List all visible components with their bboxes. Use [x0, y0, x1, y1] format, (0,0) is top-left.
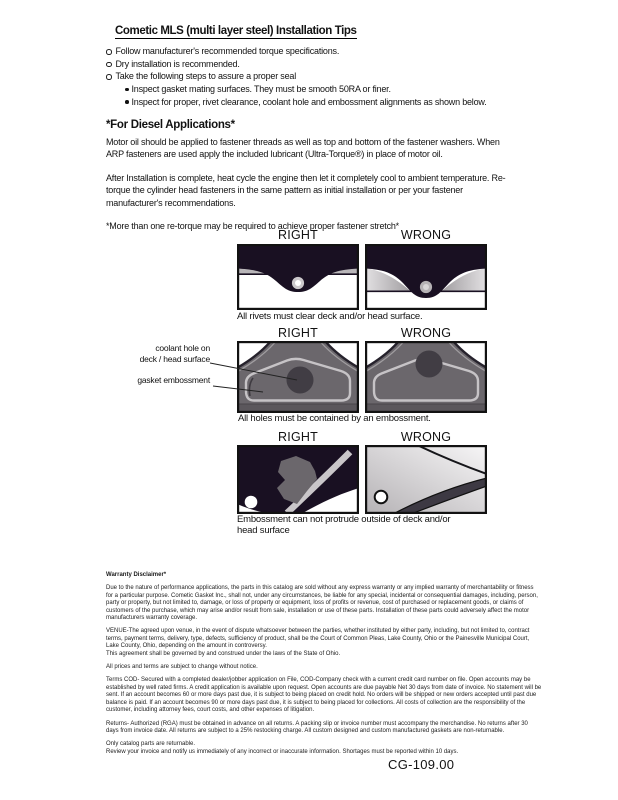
rivet-right-panel [237, 244, 359, 310]
retorque-note: *More than one re-torque may be required to achieve proper fastener stretch* [106, 221, 399, 232]
installation-tips-section [106, 21, 510, 244]
list-item [125, 83, 510, 96]
warranty-disclaimer-heading: Warranty Disclaimer* [106, 572, 167, 578]
rivet-wrong-panel [365, 244, 487, 310]
legal-section [106, 572, 542, 762]
bullet-icon [106, 49, 112, 55]
gasket-embossment-label: gasket embossment [137, 375, 210, 385]
legal-paragraph: VENUE-The agreed upon venue, in the event of dispute whatsoever between the parties, whether instituted by either party, including, but not limited to, contract terms, payment terms, delivery, type, defects, sufficiency of product, shall be the Court of Common Pleas, Lake County, Ohio or the Painesville Municipal Court, Lake County, Ohio, depending on the amount in controversy. [106, 628, 530, 650]
tip-text: Dry installation is recommended. [115, 58, 240, 69]
list-item [125, 96, 510, 109]
diagram-caption: All holes must be contained by an embossment. [238, 413, 431, 424]
coolant-hole-label-line1: coolant hole on [155, 343, 210, 353]
right-label: RIGHT [278, 228, 318, 242]
tip-text: Follow manufacturer's recommended torque specifications. [115, 46, 340, 56]
bolt-hole-icon [375, 491, 388, 504]
legal-paragraph: This agreement shall be governed by and construed under the laws of the State of Ohio. [106, 650, 341, 657]
list-item [106, 70, 510, 83]
protrusion-right-panel [237, 445, 359, 514]
sub-bullet-icon [125, 100, 129, 104]
leader-lines [115, 340, 305, 400]
embossment-wrong-diagram [365, 341, 487, 413]
page-title: Cometic MLS (multi layer steel) Installation Tips [115, 25, 357, 37]
page-code: CG-109.00 [388, 757, 455, 772]
protrusion-right-diagram [237, 445, 359, 514]
wrong-label: WRONG [400, 326, 452, 340]
title-wrap [115, 21, 510, 39]
tip-text: Inspect for proper, rivet clearance, coolant hole and embossment alignments as shown below. [131, 96, 487, 107]
legal-paragraph: Terms COD- Secured with a completed dealer/jobber application on File, COD-Company check with a current credit card number on file. Open accounts may be established by well rated firms. A credit application is available upon request. Open accounts are due payable Net 30 days from date of invoice. No statement will be sent. If an account becomes 60 or more days past due, it is subject to being placed on credit hold. No orders will be shipped or new orders accepted until past due balance is paid. If an account becomes 90 or more days past due, it is subject to being placed for collections. All costs of collection are the responsibility of the customer, including attorney fees, court costs, and other expenses of litigation. [106, 677, 542, 714]
wrong-label: WRONG [400, 430, 452, 444]
legal-paragraph: Returns- Authorized (RGA) must be obtained in advance on all returns. A packing slip or invoice number must accompany the merchandise. No returns after 30 days from invoice date. All returns are subject to a 25% restocking charge. All custom designed and custom manufactured gaskets are non-returnable. [106, 720, 528, 734]
right-label: RIGHT [278, 430, 318, 444]
embossment-wrong-panel [365, 341, 487, 413]
legal-paragraph: Due to the nature of performance applications, the parts in this catalog are sold without any express warranty or any implied warranty of merchantability or fitness for a particular purpose. Cometic Gasket Inc., shall not, under any circumstances, be liable for any special, incidental or consequential damages, including, person, party or property, but not limited to, damage, or loss of property or equipment, loss of profits or revenue, cost of purchased or replacement goods, or claims of customers of the purchase, which may arise and/or result from sale, installation or use of these parts. Installation of these parts could adversely affect the motor manufacturers warranty coverage. [106, 585, 538, 622]
protrusion-wrong-diagram [365, 445, 487, 514]
diagram-caption: Embossment can not protrude outside of deck and/or head surface [237, 514, 451, 536]
coolant-hole-icon [416, 351, 443, 378]
tip-text: Take the following steps to assure a proper seal [115, 71, 297, 82]
tip-text: Inspect gasket mating surfaces. They must be smooth 50RA or finer. [131, 84, 391, 95]
diesel-heading: *For Diesel Applications* [106, 118, 235, 131]
legal-paragraph: All prices and terms are subject to change without notice. [106, 664, 258, 671]
coolant-hole-label-line2: deck / head surface [139, 353, 210, 364]
bullet-icon [106, 74, 112, 80]
rivet-right-diagram [237, 244, 359, 310]
list-item [106, 45, 510, 58]
wrong-label: WRONG [400, 228, 452, 242]
bolt-hole-icon [245, 496, 258, 509]
legal-paragraph: Review your invoice and notify us immediately of any incorrect or inaccurate information. Shortages must be reported within 10 days. [106, 748, 459, 755]
rivet-wrong-diagram [365, 244, 487, 310]
legal-paragraph: Only catalog parts are returnable. [106, 741, 196, 748]
bullet-icon [106, 62, 112, 68]
diesel-paragraph: After Installation is complete, heat cycle the engine then let it completely cool to ambient temperature. Re-torque the cylinder head fasteners in the same pattern as initial installation or per your fastener manufacturer's recommendations. [106, 172, 506, 208]
protrusion-wrong-panel [365, 445, 487, 514]
tips-list [106, 45, 510, 109]
diagram-caption: All rivets must clear deck and/or head surface. [237, 311, 423, 322]
right-label: RIGHT [278, 326, 318, 340]
sub-bullet-icon [125, 88, 129, 92]
diesel-paragraph: Motor oil should be applied to fastener threads as well as top and bottom of the fastener washers. When ARP fasteners are used apply the included lubricant (Ultra-Torque®) in place of motor oil. [106, 136, 500, 160]
list-item [106, 58, 510, 71]
